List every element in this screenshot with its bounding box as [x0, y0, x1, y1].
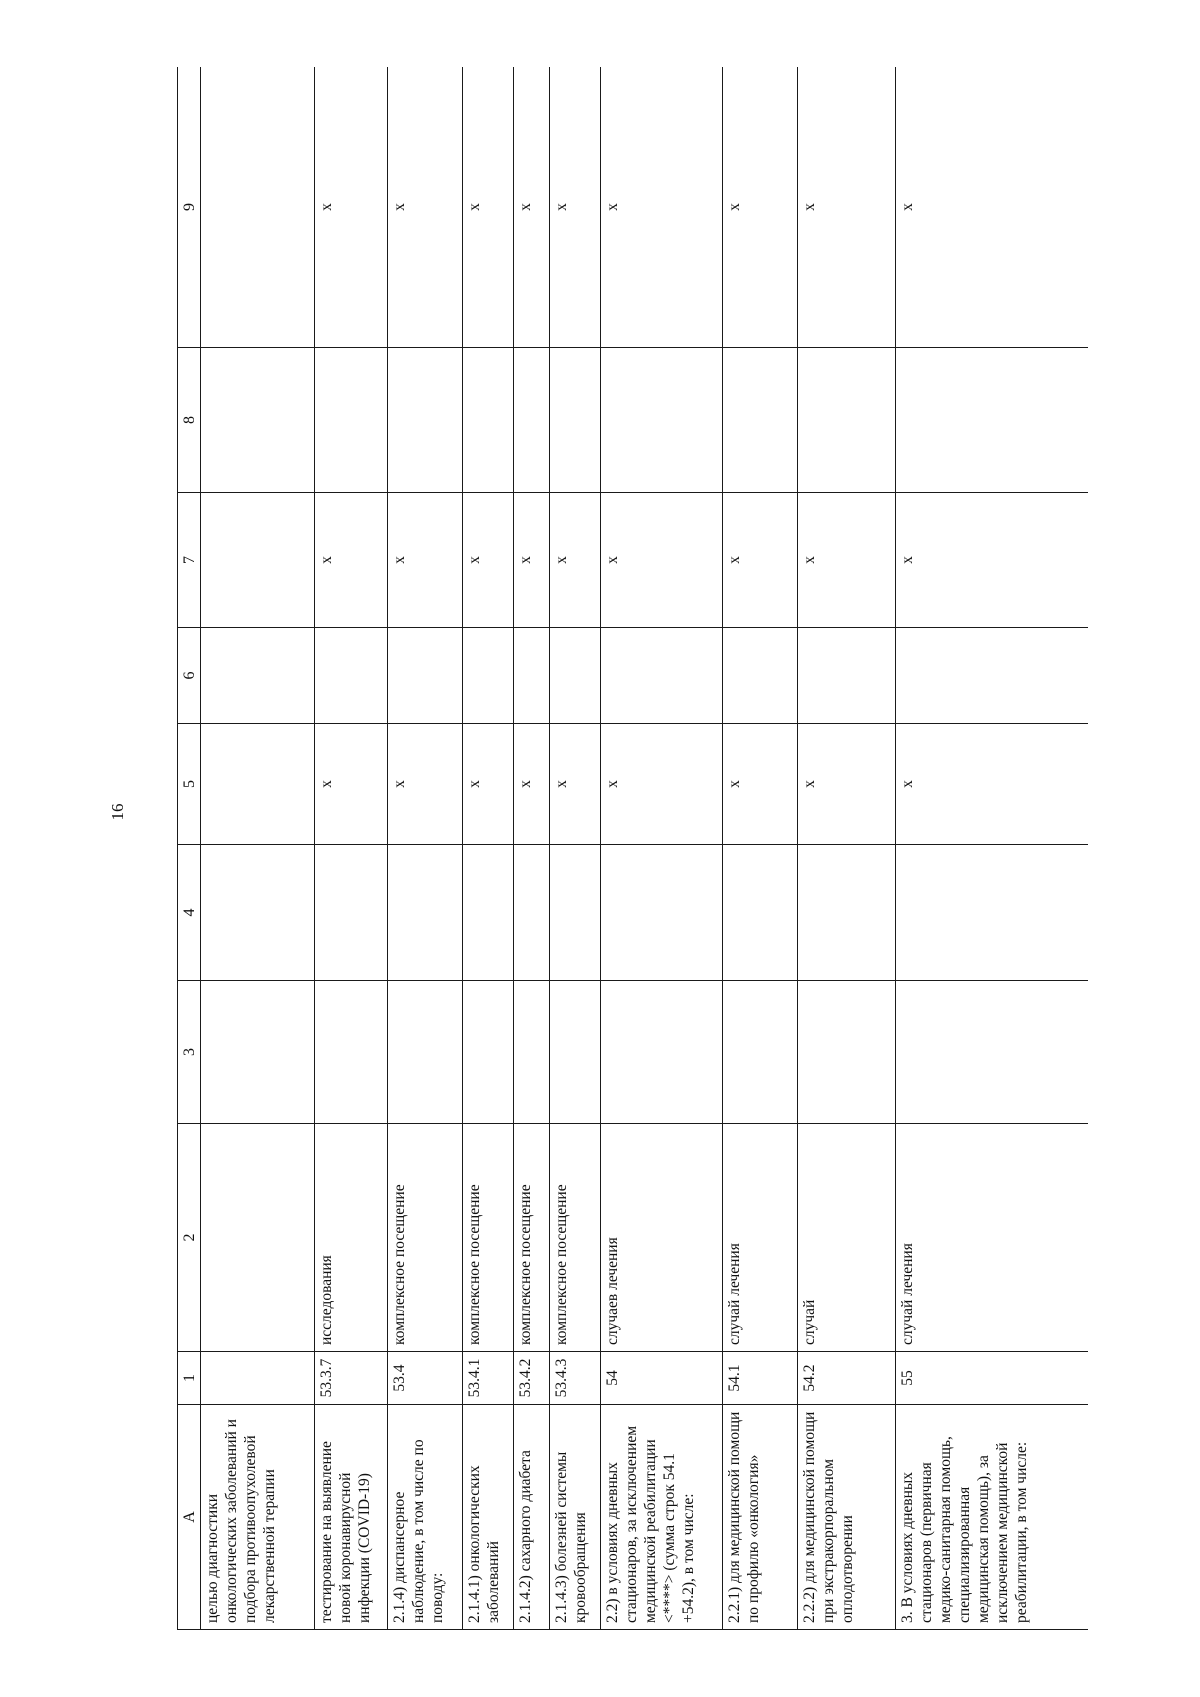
- cell-col4: [798, 845, 896, 981]
- cell-col8: [388, 348, 463, 493]
- table-frame: [177, 67, 1088, 1630]
- row-unit: комплексное посещение: [388, 1124, 463, 1352]
- cell-col7: x: [514, 493, 550, 628]
- row-unit: комплексное посещение: [463, 1124, 514, 1352]
- cell-col9: x: [388, 67, 463, 348]
- column-header-4: 4: [178, 845, 201, 981]
- table-row: [550, 67, 601, 1630]
- column-header-2: 2: [178, 1124, 201, 1352]
- cell-col3: [514, 981, 550, 1124]
- row-number: 53.4.2: [514, 1352, 550, 1405]
- cell-col9: x: [896, 67, 1089, 348]
- cell-col4: [315, 845, 388, 981]
- cell-col4: [550, 845, 601, 981]
- cell-col7: x: [388, 493, 463, 628]
- column-header-3: 3: [178, 981, 201, 1124]
- row-name: 2.2.2) для медицинской помощи при экстракорпоральном оплодотворении: [798, 1405, 896, 1630]
- column-header-9: 9: [178, 67, 201, 348]
- row-number: [201, 1352, 315, 1405]
- cell-col8: [896, 348, 1089, 493]
- cell-col7: x: [315, 493, 388, 628]
- cell-col3: [896, 981, 1089, 1124]
- row-name: 2.1.4.1) онкологических заболеваний: [463, 1405, 514, 1630]
- row-name: 2.1.4.2) сахарного диабета: [514, 1405, 550, 1630]
- cell-col5: x: [723, 724, 798, 845]
- row-name: 2.2.1) для медицинской помощи по профилю «онкология»: [723, 1405, 798, 1630]
- cell-col3: [723, 981, 798, 1124]
- cell-col5: x: [896, 724, 1089, 845]
- cell-col6: [896, 628, 1089, 724]
- cell-col7: x: [550, 493, 601, 628]
- cell-col9: x: [315, 67, 388, 348]
- row-unit: [201, 1124, 315, 1352]
- rotated-table-container: [177, 67, 1088, 1630]
- table-row: [723, 67, 798, 1630]
- row-name: 3. В условиях дневных стационаров (первичная медико-санитарная помощь, специализированная медицинская помощь), за исключением медицинской реабилитации, в том числе:: [896, 1405, 1089, 1630]
- cell-col8: [463, 348, 514, 493]
- cell-col8: [798, 348, 896, 493]
- cell-col6: [463, 628, 514, 724]
- cell-col8: [601, 348, 723, 493]
- column-header-5: 5: [178, 724, 201, 845]
- cell-col4: [463, 845, 514, 981]
- column-header-1: 1: [178, 1352, 201, 1405]
- cell-col5: x: [798, 724, 896, 845]
- cell-col8: [514, 348, 550, 493]
- row-number: 55: [896, 1352, 1089, 1405]
- table-row: [514, 67, 550, 1630]
- cell-col6: [388, 628, 463, 724]
- cell-col9: x: [463, 67, 514, 348]
- row-name: 2.1.4) диспансерное наблюдение, в том числе по поводу:: [388, 1405, 463, 1630]
- cell-col3: [201, 981, 315, 1124]
- cell-col9: [201, 67, 315, 348]
- table-row: [388, 67, 463, 1630]
- volume-indicators-table: [177, 67, 1088, 1630]
- cell-col4: [514, 845, 550, 981]
- cell-col5: x: [315, 724, 388, 845]
- cell-col9: x: [723, 67, 798, 348]
- cell-col4: [723, 845, 798, 981]
- row-number: 53.4.1: [463, 1352, 514, 1405]
- cell-col5: [201, 724, 315, 845]
- row-unit: комплексное посещение: [514, 1124, 550, 1352]
- cell-col9: x: [798, 67, 896, 348]
- cell-col7: x: [601, 493, 723, 628]
- cell-col5: x: [388, 724, 463, 845]
- cell-col9: x: [601, 67, 723, 348]
- row-unit: случай: [798, 1124, 896, 1352]
- row-number: 53.3.7: [315, 1352, 388, 1405]
- cell-col3: [388, 981, 463, 1124]
- cell-col3: [798, 981, 896, 1124]
- row-name: целью диагностики онкологических заболеваний и подбора противоопухолевой лекарственной терапии: [201, 1405, 315, 1630]
- cell-col4: [896, 845, 1089, 981]
- cell-col6: [601, 628, 723, 724]
- cell-col9: x: [550, 67, 601, 348]
- cell-col8: [315, 348, 388, 493]
- cell-col8: [723, 348, 798, 493]
- table-header-row: [178, 67, 201, 1630]
- cell-col7: x: [723, 493, 798, 628]
- cell-col4: [388, 845, 463, 981]
- cell-col7: x: [896, 493, 1089, 628]
- row-unit: случай лечения: [896, 1124, 1089, 1352]
- cell-col5: x: [463, 724, 514, 845]
- cell-col8: [550, 348, 601, 493]
- cell-col6: [798, 628, 896, 724]
- cell-col7: x: [463, 493, 514, 628]
- cell-col6: [201, 628, 315, 724]
- cell-col5: x: [550, 724, 601, 845]
- row-unit: комплексное посещение: [550, 1124, 601, 1352]
- column-header-6: 6: [178, 628, 201, 724]
- cell-col3: [601, 981, 723, 1124]
- row-number: 53.4.3: [550, 1352, 601, 1405]
- cell-col3: [463, 981, 514, 1124]
- row-unit: исследования: [315, 1124, 388, 1352]
- cell-col5: x: [601, 724, 723, 845]
- table-row: [201, 67, 315, 1630]
- cell-col6: [514, 628, 550, 724]
- cell-col3: [550, 981, 601, 1124]
- row-number: 54.1: [723, 1352, 798, 1405]
- cell-col8: [201, 348, 315, 493]
- cell-col4: [601, 845, 723, 981]
- row-name: 2.2) в условиях дневных стационаров, за исключением медицинской реабилитации <****> (сумма строк 54.1 +54.2), в том числе:: [601, 1405, 723, 1630]
- cell-col6: [550, 628, 601, 724]
- cell-col7: x: [798, 493, 896, 628]
- cell-col5: x: [514, 724, 550, 845]
- cell-col3: [315, 981, 388, 1124]
- row-number: 53.4: [388, 1352, 463, 1405]
- row-unit: случай лечения: [723, 1124, 798, 1352]
- cell-col4: [201, 845, 315, 981]
- cell-col6: [723, 628, 798, 724]
- table-row: [463, 67, 514, 1630]
- row-name: 2.1.4.3) болезней системы кровообращения: [550, 1405, 601, 1630]
- cell-col6: [315, 628, 388, 724]
- row-number: 54.2: [798, 1352, 896, 1405]
- row-unit: случаев лечения: [601, 1124, 723, 1352]
- row-number: 54: [601, 1352, 723, 1405]
- cell-col7: [201, 493, 315, 628]
- row-name: тестирование на выявление новой коронавирусной инфекции (COVID-19): [315, 1405, 388, 1630]
- cell-col9: x: [514, 67, 550, 348]
- table-row: [601, 67, 723, 1630]
- table-row: [315, 67, 388, 1630]
- table-row: [896, 67, 1089, 1630]
- table-row: [798, 67, 896, 1630]
- column-header-7: 7: [178, 493, 201, 628]
- column-header-a: А: [178, 1405, 201, 1630]
- column-header-8: 8: [178, 348, 201, 493]
- page-number: 16: [108, 803, 127, 821]
